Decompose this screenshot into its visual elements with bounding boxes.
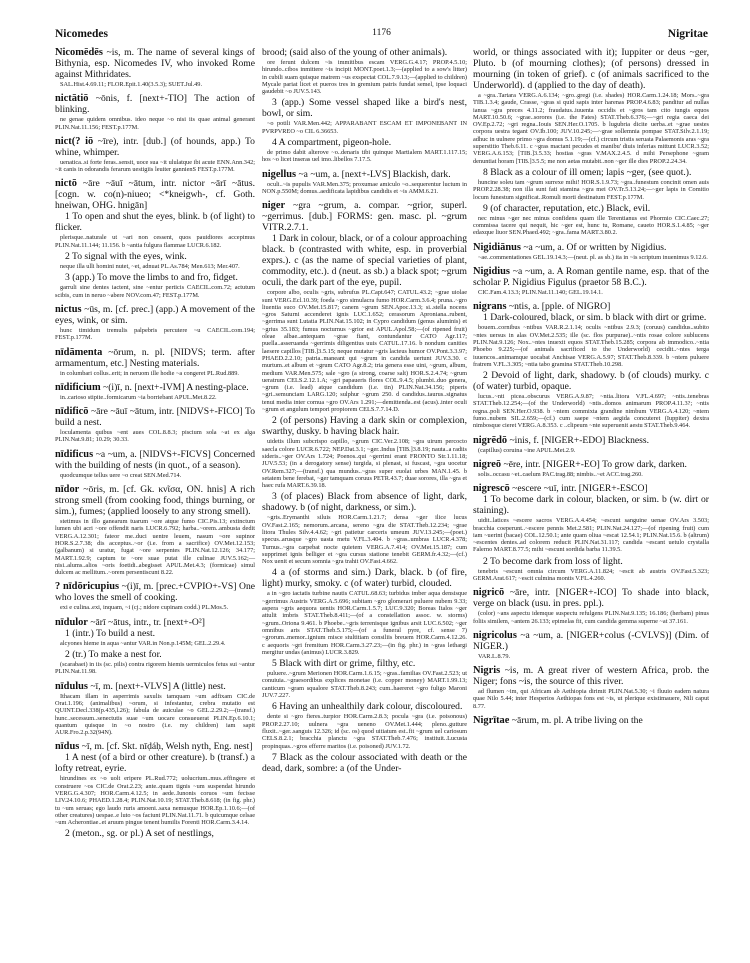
column-2	[262, 47, 467, 779]
definition-text: ~inis, f. [NIGER+-EDO] Blackness.	[509, 434, 650, 446]
dictionary-entry	[473, 665, 709, 710]
definition-text: ~ēre, intr. [NIGER+-EO] To grow dark, darken.	[503, 458, 687, 470]
entry-definition	[262, 47, 467, 58]
definition-text: ~escere ~uī, intr. [NIGER+-ESCO]	[512, 483, 648, 495]
definition-text: ~ārī ~ātus, intr., tr. [next+-O²]	[90, 616, 205, 628]
definition-text: ~ūs, m. [cf. prec.] (app.) A movement of the eyes, wink, or sim.	[55, 303, 255, 326]
dictionary-entry	[55, 617, 255, 676]
headword: nigreō	[473, 458, 502, 470]
entry-definition	[55, 304, 255, 326]
entry-definition	[473, 630, 709, 652]
sense-citation: huncine soleu tam ~grum surrexe mihi! HOR.S.1.9.73; ~gra..funestum concinit omen auis PROP.2.28.38; non illa sunt fati stamina ~gra mei OV.Tr.5.13.24;—~ger lapis in Comitio locum funestum significat..Romuli morti destinatum FEST.p.177M.	[473, 178, 709, 201]
sense-citation: hirundines ex ~o uolt eripere PL.Rud.772; uolucrium..mus..effingere et construere ~os CIC.de Orat.2.23; ante..quam tignis ~um suspendat hirundo VERG.G.4.307; HOR.Carm.4.12.5; in aede..Iunonis coruos ~um fecisse LIV.24.10.6; PHAED.1.28.4; PLIN.Nat.10.19; STAT.Theb.8.618; (in fig. phr.) tu ~um seruas; ego laudo ruris amoeni..saxa nemusque HOR.Ep.1.10.6;—(of other creatures) uespae..e luto ~os faciunt PLIN.Nat.11.71. b quicumque celsae ~um Acherontiae..et aruum pingue tenent humilis Forenti HOR.Carm.3.4.14.	[55, 775, 255, 827]
definition-text: ~a ~um, a. [NIGER+colus (-CVLVS)] (Dim. of NIGER.)	[473, 629, 709, 652]
entry-definition	[55, 178, 255, 211]
left-guideword: Nicomedes	[55, 28, 109, 40]
entry-definition	[55, 93, 255, 115]
definition-text: world, or things associated with it); Iuppiter or deus ~ger, Pluto. b (of mourning clothes); (of persons) dressed in mourning (in token of grief). c (of animals sacrificed to the Underworld). d (applied to the day of death).	[473, 47, 709, 91]
headword: niger	[262, 200, 286, 212]
citation-block: solis..occasu ~et..caelum PAC.trag.88; nimbis..~et ACC.trag.260.	[478, 470, 643, 478]
dictionary-entry	[473, 587, 709, 625]
entry-definition	[55, 617, 255, 628]
sense-citation: de primo dabit alterove ~o..denaris tibi quinque Martialem MART.1.117.15; hos ~o licet inseras uel imo..libellos 7.17.5.	[262, 149, 467, 164]
dictionary-entry	[473, 715, 709, 726]
citation-block: uenatica..si forte feras..sensit, uoce sua ~it ululatque ibi acute ENN.Ann.342; ~it canis in odorandis ferarum uestigiis leuiter gannienS FEST.p.177M.	[55, 158, 255, 174]
citation-block: ore ferunt dulcem ~is immitibus escam VERG.G.4.17; PROP.4.5.10; hirundo..cibos inmittere ~is incipit MONT.poet.1.3;—(applied to a sow's litter) in cubili suam quisque matrem ~us exspectat COL.7.9.13;—(applied to children) Mycale pariat licet et pueros tres in gremium patris fundat semel, ipse loquaci gaudebit ~o JUV.5.143.	[262, 59, 467, 96]
sense-citation: uidetis illum subcrispo capillo, ~grum CIC.Ver.2.108; ~gra uirum percocto saecla colore LUCR.6.722; NEP.Dat.3.1; ~ger..Indus [TIB.]3.8.19; nauta..a radiis sideris..~ger OV.Ars 1.724; Poenos..qui ~gerrimi erant FRONTO Str.1.11.18; JUV.5.53; (in a derogatory sense) turgida, si plenast, si fuscast, ~gra uocetur OV.Rem.327;—(transf.) qua mundus..~gras super euolat urbes MAN.1.45. b setatem bene ferebat, ~ger tamquam coruus PETR.43.7; duae sorores, illa ~gra et haec rufa MART.6.39.18.	[262, 438, 467, 490]
headword: Nigrītae	[473, 715, 510, 727]
dictionary-entry	[473, 301, 709, 429]
citation-block: oculi..~is pupulis VAR.Men.375; proxumae amiculo ~o..sequerentur luctum in NON.p.550M; domus..aedificata lapidibus candidis et ~is AMM.6.21.	[262, 180, 467, 195]
definition-text: ~a ~um, a. [NIDVS+-FICVS] Concerned with the building of nests (in quot., of a season).	[55, 448, 255, 471]
definition-text: ~a ~um, a. A Roman gentile name, esp. that of the scholar P. Nigidius Figulus (praetor 58 B.C.).	[473, 266, 709, 289]
sense-definition: 6 Having an unhealthily dark colour, discoloured.	[272, 701, 463, 713]
sense-definition: 1 Dark in colour, black, or of a colour approaching black. b (contrasted with white, esp. in proverbial exprs.). c (as the name of special varieties of plant, commodity, etc.). d (neut. as sb.) a black spot; ~grum oculi, the dark part of the eye, pupil.	[262, 233, 467, 289]
sense-citation: a in ~gro iactatis turbine nautis CATUL.68.63; turbidus imber aqua densisque ~gerrimus Austris VERG.A.5.696; subitam ~gro glomerari puluere nubem 9.33; aspera ~gris aequora uentis HOR.Carm.1.5.7; LUC.9.320; Boreas Italos ~ger attulit imbris STAT.Theb.8.411;—(of a constellation assoc. w. storms) ~grum..Oriona 9.461. b Phoebe..~gris terrenisque ignibus arsit LUC.6.502; ~ger omnibus aris STAT.Theb.5.175;—(of a funeral pyre, cf. sense 7) ~grorum..memor..ignium misce stultitiam consiliis breuem HOR.Carm.4.12.26. c aequoris ~gri fremitum HOR.Carm.3.27.23;—(in fig. phr.) in ~gras lethargi mergitur undas (animus) LUCR.3.829.	[262, 590, 467, 656]
sense-definition: 2 (meton., sg. or pl.) A set of nestlings,	[65, 828, 214, 840]
sense-citation: alcyones hieme in aqua ~antur VAR.in Non.p.145M; GEL.2.29.4.	[60, 639, 226, 647]
sense-definition: 1 Dark-coloured, black, or sim. b black with dirt or grime.	[483, 312, 707, 324]
entry-definition	[473, 483, 709, 494]
dictionary-entry	[55, 741, 255, 839]
definition-text: ~ōrum, n. pl. [NIDVS; term. after armamentum, etc.] Nesting materials.	[55, 346, 255, 369]
headword: nīdificō	[55, 406, 89, 418]
page-number: 1176	[372, 28, 391, 38]
definition-text: ~(i)ī, m. [prec.+CVPIO+-VS] One who loves the smell of cooking.	[55, 581, 256, 604]
entry-definition	[55, 406, 255, 428]
definition-text: ~ōris, m. [cf. Gk. κνῖσα, ON. hnis] A rich strong smell (from cooking food, things burning, or sim.), fumes; (applied loosely to any strong smell).	[55, 484, 255, 518]
headword: nīdulus	[55, 680, 88, 692]
definition-text: ~īre), intr. [dub.] (of hounds, app.) To whine, whimper.	[55, 135, 255, 158]
column-1	[55, 47, 255, 844]
headword: nīdus	[55, 741, 80, 753]
sense-citation: ~gris..Erymanthi siluis HOR.Carm.1.21.7; densa ~ger ilice lucus OV.Fast.2.165; nemorum..arcana, sereno ~gra die STAT.Theb.12.234; ~grae litora Thules Silv.4.4.62; ~gri patietur carceris umeum JUV.13.245;—(poet.) specus..arusque ~gro uasta metu V.FL.3.404. b ~gras..umbras LUCR.4.378; Turnus..~gra carpebat nocte quietem VERG.A.7.414; OV.Met.15.187; cum supprimet ignis belliger et ~gra cursus statione tenebit GERM.fr.4.32;—(cf.) Nox uenit et secum somnia ~gra trahit OV.Fast.4.662.	[262, 514, 467, 566]
citation-block: in columbari collus..erit; in neruom ille hodie ~a congeret PL.Rud.889.	[60, 369, 239, 377]
definition-text: ~āre ~āuī ~ātum, intr. nictor ~ārī ~ātus. [cogn. w. co(n)-niueo; <*kneigwh-, cf. Goth. hneiwan, OHG. hnigān]	[55, 178, 255, 212]
dictionary-entry	[55, 681, 255, 737]
sense-citation: (scarabaei) in iis (sc. pilis) contra rigorem hiemis uermiculos fetus sui ~antur PLIN.Nat.11.98.	[55, 661, 255, 676]
dictionary-entry	[55, 93, 255, 131]
entry-definition	[473, 459, 709, 470]
sense-definition: 8 Black as a colour of ill omen; lapis ~ger, (see quot.).	[483, 166, 692, 178]
sense-definition: 1 To become dark in colour, blacken, or sim. b (w. dirt or staining).	[473, 494, 709, 517]
sense-definition: 3 (of places) Black from absence of light, dark, shadowy. b (of night, darkness, or sim.).	[262, 491, 467, 514]
sense-definition: 2 Devoid of light, dark, shadowy. b (of clouds) murky. c (of water) turbid, opaque.	[473, 370, 709, 393]
definition-text: ~ī, m. [next+-VLVS] A (little) nest.	[90, 680, 226, 692]
citation-block: VAR.L.8.79.	[478, 652, 511, 660]
sense-definition: 2 To become dark from loss of light.	[483, 555, 623, 567]
headword: Nigidius	[473, 266, 510, 278]
definition-text: ~(i)ī, n. [next+-IVM] A nesting-place.	[103, 381, 249, 393]
definition-text: ~āre ~āuī ~ātum, intr. [NIDVS+-FICO] To build a nest.	[55, 406, 256, 429]
dictionary-entry	[262, 200, 467, 774]
dictionary-entry	[473, 459, 709, 478]
page-header	[55, 28, 708, 44]
citation-block: (color) ~ans aspectu idemque suspectu refulgens PLIN.Nat.9.135; 16.186; (herbam) pinus foliis similem, ~antem 26.133; epimelas fit, cum candida gemma superne ~at 37.161.	[473, 610, 709, 625]
dictionary-entry	[473, 435, 709, 454]
entry-definition	[473, 587, 709, 609]
entry-definition	[473, 242, 709, 253]
dictionary-entry	[55, 136, 255, 174]
dictionary-entry	[55, 178, 255, 298]
right-guideword: Nigritae	[667, 28, 708, 40]
headword: Nicomēdēs	[55, 47, 103, 58]
dictionary-entry	[55, 484, 255, 576]
headword: nigellus	[262, 168, 297, 180]
sense-definition: 2 To signal with the eyes, wink.	[65, 251, 187, 263]
entry-definition	[55, 581, 255, 603]
citation-block: hunc timidum tremulis palpebris percutere ~u CAECIL.com.194; FEST.p.177M.	[55, 326, 255, 342]
sense-definition: 5 Black with dirt or grime, filthy, etc.	[272, 658, 416, 670]
definition-text: ~a ~um, a. Of or written by Nigidius.	[523, 241, 667, 253]
headword: nictō	[55, 178, 77, 190]
definition-text: ~āre, intr. [NIGER+-ICO] To shade into black, verge on black (usu. in pres. ppl.).	[473, 587, 709, 610]
sense-citation: nec minus ~ger nec minus confidens quam ille Terentianus est Phormio CIC.Caec.27; commissa tacere qui nequit, hic ~ger est, hunc tu, Romane, caueto HOR.S.1.4.85; ~ger edaxque liuor SEN.Phaed.492; ~gra..fama MART.3.80.2.	[473, 214, 709, 237]
sense-definition: 1 A nest (of a bird or other creature). b (transf.) a lofty retreat, eyrie.	[55, 752, 255, 775]
sense-definition: 4 a (of storms and sim.) Dark, black. b (of fire, light) murky, smoky. c (of water) turbid, clouded.	[262, 567, 467, 590]
definition-text: ~a ~um, a. [next+-LVS] Blackish, dark.	[298, 168, 451, 180]
headword: nīdificus	[55, 448, 94, 460]
definition-text: brood; (said also of the young of other animals).	[262, 47, 448, 58]
dictionary-entry	[473, 266, 709, 296]
entry-definition	[262, 200, 467, 233]
entry-definition	[55, 484, 255, 517]
headword: ? nīdōricupius	[55, 581, 120, 593]
entry-definition	[473, 435, 709, 446]
citation-block: (capillus) coruina ~ine APUL.Met.2.9.	[478, 446, 576, 454]
dictionary-entry	[55, 406, 255, 444]
dictionary-entry	[262, 169, 467, 196]
sense-citation: corpore albo, oculis ~gris, subrufus PL.Capt.647; CATUL.43.2; ~grae uiolae sunt VERG.Ecl.10.39; foeda ~gro simulacra fumo HOR.Carm.3.6.4; pruna..~gro liuentia suco OV.Met.15.817; canem ~grum SEN.Apoc.13.3; si..stella nocens ~gros Saturni accenderet ignis LUC.1.652; cerasorum Aproniana..rubent, ~gerrima sunt Lutatia PLIN.Nat.15.102; in Cypro candidum (genus aluminis) et ~grius 35.183; fumus nocturnus ~grior est APUL.Apol.58;—(of ripened fruit) oleae albae..antequam ~grae fiant, contundantur CATO Agr.117; puella..asseruanda ~gerrimis diligentius uuis CATUL.17.16. b nondum canities laesere capillos [TIB.]3.5.15; neque mutatur ~gris lacteus humor OV.Pont.3.3.97; PHAED.2.2.10; patria..maneant qui ~grum in candida uertunt JUV.3.30. c murtum..et album et ~grum CATO Agr.8.2; tria genera esse uini, ~grum, album, medium VAR.Men.575; sale ~gro (a strong, coarse salt) HOR.S.2.4.74; ~grum ueratrum CELS.2.12.1.A; ~gri papaueris flores COL.9.4.5; plumbi..duo genera, ~grum (i.e. lead) atque candidum (i.e. tin) PLIN.Nat.34.156; piperis ~gri..semunciam LARG.120; sulphur ~grum 250. d candidus..taurus..signatus tenui media inter cornua ~gro OV.Ars 1.291;—demittenda..est (acus)..inter oculi ~grum et angulum tempori propiorem CELS.7.7.14.D.	[262, 289, 467, 414]
headword: nigricolus	[473, 629, 517, 641]
sense-definition: 3 (app.) Some vessel shaped like a bird's nest, bowl, or sim.	[262, 97, 467, 120]
dictionary-entry	[473, 630, 709, 660]
definition-text: ~ārum, m. pl. A tribe living on the	[511, 715, 643, 727]
citation-block: in..carioso stipite..formicarum ~ia borriebant APUL.Met.8.22.	[60, 393, 217, 401]
entry-definition	[55, 347, 255, 369]
sense-citation: tenebris ~escunt omnia circum VERG.A.11.824; ~escit ab austris OV.Fast.5.323; GERM.Arat.617; ~escit culmina montis V.FL.4.260.	[473, 567, 709, 582]
dictionary-entry	[55, 47, 255, 88]
headword: Nigris	[473, 665, 501, 677]
sense-citation: neque illa ulli homini nutet, ~et, adnuat PL.As.784; Men.613; Mer.407.	[60, 263, 240, 271]
citation-block: loculamenta quibus ~ent aues COL.8.8.3; piscium sola ~at ex alga PLIN.Nat.9.81; 10.29; 30.33.	[55, 429, 255, 444]
citation-block: ad flumen ~im, qui Africam ab Aethiopia dirimit PLIN.Nat.5.30; ~i fluuio eadem natura quae Nilo 5.44; inter Hesperios Aethiopas fons est ~is, ut plerique existimauere, Nili caput 8.77.	[473, 688, 709, 710]
sense-definition: 1 To open and shut the eyes, blink. b (of light) to flicker.	[55, 211, 255, 234]
headword: nīdor	[55, 484, 80, 496]
entry-definition	[473, 665, 709, 687]
citation-block: stetimus in illo ganearum tuarum ~ore atque fumo CIC.Pis.13; extinctum lumen ubi acri ~ore offendit naris LUCR.6.792; harba..~orem..ambusta dedit VERG.A.12.301; fateor me..duci uentre leuem, nasum ~ore supinor HOR.S.2.7.38; dis acceptus..~or (i.e. from a sacrifice) OV.Met.12.153; (galbanum) si uratur, fugat ~ore serpentes PLIN.Nat.12.126; 34.177; MART.1.92.9; captum te ~ore suae putat ille culinae JUV.5.162;—nisi..alums..alios ~oris foetidi..abegisset APUL.Met.4.3; (formicae) simul dulcem ac mellitum..~orem persentiscunt 8.22.	[55, 518, 255, 577]
headword: nigricō	[473, 587, 505, 599]
sense-definition: 2 (of persons) Having a dark skin or complexion, swarthy, dusky. b having black hair.	[262, 415, 467, 438]
dictionary-entry	[473, 483, 709, 582]
entry-definition	[55, 449, 255, 471]
headword: nigrescō	[473, 483, 510, 495]
dictionary-entry	[55, 347, 255, 377]
sense-definition: 9 (of character, reputation, etc.) Black, evil.	[483, 202, 651, 214]
entry-definition	[473, 266, 709, 288]
definition-text: ~ōnis, f. [next+-TIO] The action of blinking.	[55, 93, 255, 116]
dictionary-entry	[473, 47, 709, 237]
citation-block: quodcumque tellus uere ~o creat SEN.Med.714.	[60, 471, 182, 479]
entry-definition	[55, 741, 255, 752]
entry-definition	[55, 382, 255, 393]
sense-definition: 1 (intr.) To build a nest.	[65, 627, 156, 639]
entry-definition	[473, 301, 709, 312]
definition-text: ~ī, m. [cf. Skt. nīḍáḥ, Welsh nyth, Eng. nest]	[81, 741, 253, 753]
entry-definition	[55, 681, 255, 692]
headword: nigrēdō	[473, 434, 508, 446]
citation-block: Ithacam illam in asperrimis saxulis tamquam ~um adfixam CIC.de Orat.1.196; (animalibus) ~orum, si infestantur, crebra mutatio est QUINT.Decl.338(p.435,l.26); fabula de auiculae ~o GEL.2.29.2;—(transf.) hunc..secessum..senectutis suae ~um uocare consueuerat PLIN.Ep.6.10.1; quantum quisque in ~o nostro (i.e. my children) iam sapit AUR.Fro.2.p.32(94N).	[55, 692, 255, 737]
definition-text: ~is, m. A great river of western Africa, prob. the Niger; fons ~is, the source of this river.	[473, 665, 709, 688]
headword: nīdāmenta	[55, 346, 103, 358]
sense-citation: uidit..latices ~escere sacros VERG.A.4.454; ~escunt sanguine uenae OV.Ars 3.503; bracchia coeperunt..~escere pennis Met.2.581; PLIN.Nat.24.127;—(of ripening fruit) cum iam ~uerint (bacae) COL.12.50.1; ante quam oliua ~escat 12.54.1; PLIN.Nat.15.6. b (altrum) ~escentes dentes..ad colorem reducit PLIN.Nat.31.117; candida ~escant uetulo crystalla Falerno MART.8.77.5; mihi ~escunt sordida barba 11.39.5.	[473, 517, 709, 554]
definition-text: ~ntis, a. [pple. of NIGRO]	[508, 301, 611, 313]
sense-citation: bouem..cornibus ~ntibus VAR.R.2.1.14; oculis ~ntibus 2.9.3; (coruus) candidus..subito ~ntes uersus in alas OV.Met.2.535; ille (sc. flos purpurae)..~ntis rosae colore sublucens PLIN.Nat.9.126; Nox..~ntes inuexit equos STAT.Theb.15.285; corpora ab immodico..~ntia Phoebo 9.225;—(of animals sacrificed to the Underworld) cecidit..~ntes terga iuuencos..animamque uocabat Anchisae VERG.A.5.97; STAT.Theb.8.339. b ~ntem puluere fratrem V.FL.3.305; ~ntia tabo gramina STAT.Theb.10.298.	[473, 324, 709, 368]
citation-block: a ~gra..Tartara VERG.A.6.134; ~gro..gregi (i.e. shades) HOR.Carm.1.24.18; Mors..~gra TIB.1.3.4; gaude, Crasse, ~gras si quid sapis inter harenas PROP.4.6.83; panditur ad nullas ianua ~gra preces 4.11.2; fraudatus..iuuenta occidis et ~gros tam cito iungis equos MART.10.50.6; ~grae..sorores (i.e. the Fates) STAT.Theb.6.376;—~gri regia caeca dei OV.Ep.2.72; ~gri regna..Iouis SEN.Her.O.1705. b lugubria dicite uerba..et ~grae uestes corpora uestra tegant OV.Ib.100; JUV.10.245;—~grae sollemnia pompae STAT.Silv.2.1.19; adhuc in uulnere primo ~gra domus 5.1.19;—(cf.) circum tristis seruata Palaemonis aras ~gra superstitio Theb.6.11. c ~gras mactant pecudes et manibu' diuis inferias mittunt LUCR.3.52; VERG.A.6.153; [TIB.]3.5.33; hostias ~gras V.MAX.2.4.5. d mihi Persephone ~gram denuntiat horam [TIB.]3.5.5; me non aetas mutabit..non ~ger ille dies PROP.2.24.34.	[473, 92, 709, 165]
headword: Nigidiānus	[473, 241, 521, 253]
entry-definition	[55, 47, 255, 80]
dictionary-entry	[55, 382, 255, 401]
entry-definition	[262, 169, 467, 180]
dictionary-entry	[55, 449, 255, 479]
sense-definition: 4 A compartment, pigeon-hole.	[272, 137, 392, 149]
sense-citation: dente si ~gro fieres..turpior HOR.Carm.2.8.3; pocula ~gra (i.e. poisonous) PROP.2.27.10; uulnera ~gra ueneno OV.Met.1.444; pleno..gutture fluxit..~ger..sanguis 12.326; id (sc. os) quod uitiatum est..fit ~grum uel cariosum CELS.8.2.1; bracchia planctu ~gra STAT.Theb.7.476; instituit..Lucusta propinquas..~gros efferre maritos (i.e. poisoned) JUV.1.72.	[262, 713, 467, 750]
citation-block: ~ae..commentationes GEL.19.14.3;—(neut. pl. as sb.) ita in ~is scriptum inuenimus 9.12.6.	[478, 253, 708, 261]
citation-block: SAL.Hist.4.69.11; FLOR.Epit.1.40(3.5.3); SUET.Jul.49.	[60, 81, 203, 88]
citation-block: CIC.Fam.4.13.3; PLIN.Nat.11.140; GEL.19.14.1.	[478, 289, 603, 297]
headword: nictus	[55, 303, 82, 315]
sense-definition: 2 (tr.) To make a nest for.	[65, 649, 162, 661]
column-3	[473, 47, 709, 731]
headword: nigrans	[473, 301, 507, 313]
entry-definition	[473, 715, 709, 726]
citation-block: ne genae quidem omnibus. ideo neque ~o nisi iis quae animal generant PLIN.Nat.11.156; FEST.p.177M.	[55, 116, 255, 131]
dictionary-entry	[473, 242, 709, 261]
entry-definition	[55, 136, 255, 158]
dictionary-entry	[262, 47, 467, 164]
citation-block: exi e culina..exi, inquam, ~i (cj.; nidore cupinam codd.) PL.Mos.5.	[60, 604, 229, 612]
dictionary-entry	[55, 581, 255, 611]
dictionary-entry	[55, 304, 255, 342]
entry-definition	[473, 47, 709, 91]
headword: nīdulor	[55, 616, 88, 628]
sense-citation: lucus..~nti picea..obscurus VERG.A.9.87; ~ntia..litora V.FL.4.697; ~ntis..tenebras STAT.Theb.12.254;—(of the Underworld) ~ntis..domos animarum PROP.4.11.3?; ~ntis regna..poli SEN.Her.O.938. b ~ntem commixta grandine nimbum VERG.A.4.120; ~ntem fumo..nubem SIL.2.659;—(cf.) cum saepe ~ntem aegida concuteret (Iuppiter) dextra nimbosque cieret VERG.A.8.353. c ..clipeum ~nte superuenit aestu STAT.Theb.9.464.	[473, 393, 709, 430]
sense-citation: garruli sine dentes iactent, sine ~entur perticis CAECIL.com.72; actutum scibis, cum in neruo ~abere NOV.com.47; FEST.p.177M.	[55, 284, 255, 299]
headword: nictātiō	[55, 93, 89, 105]
headword: nict(? iō	[55, 135, 94, 147]
definition-text: ~gra ~grum, a. compar. ~grior, superl. ~gerrimus. [dub.] FORMS: gen. masc. pl. ~grum VITR.2.7.1.	[262, 200, 467, 234]
sense-definition: 7 Black as the colour associated with death or the dead, dark, sombre: a (of the Under-	[262, 751, 467, 774]
sense-citation: ~o potili VAR.Men.442; APPARABANT ESCAM ET IMPONEBANT IN PVRPVREO ~o CIL 6.36653.	[262, 120, 467, 135]
sense-citation: plerisque..naturale ut ~ari non cessent, quos pauidiores accepimus PLIN.Nat.11.144; 11.156. b ~antia fulgura flammae LUCR.6.182.	[55, 234, 255, 249]
sense-citation: puluere..~grum Merionen HOR.Carm.1.6.15; ~gras..familias OV.Fast.2.523; ut conuiuia..~graesordibus explices monetae (i.e. copper money) MART.1.99.13; canticum ~gram squalore STAT.Theb.8.243; cum..haereret ~gro fuligo Maroni JUV.7.227.	[262, 670, 467, 700]
headword: nīdificium	[55, 381, 101, 393]
definition-text: ~is, m. The name of several kings of Bithynia, esp. Nicomedes IV, who invoked Rome against Mithridates.	[55, 47, 256, 80]
sense-definition: 3 (app.) To move the limbs to and fro, fidget.	[65, 272, 238, 284]
